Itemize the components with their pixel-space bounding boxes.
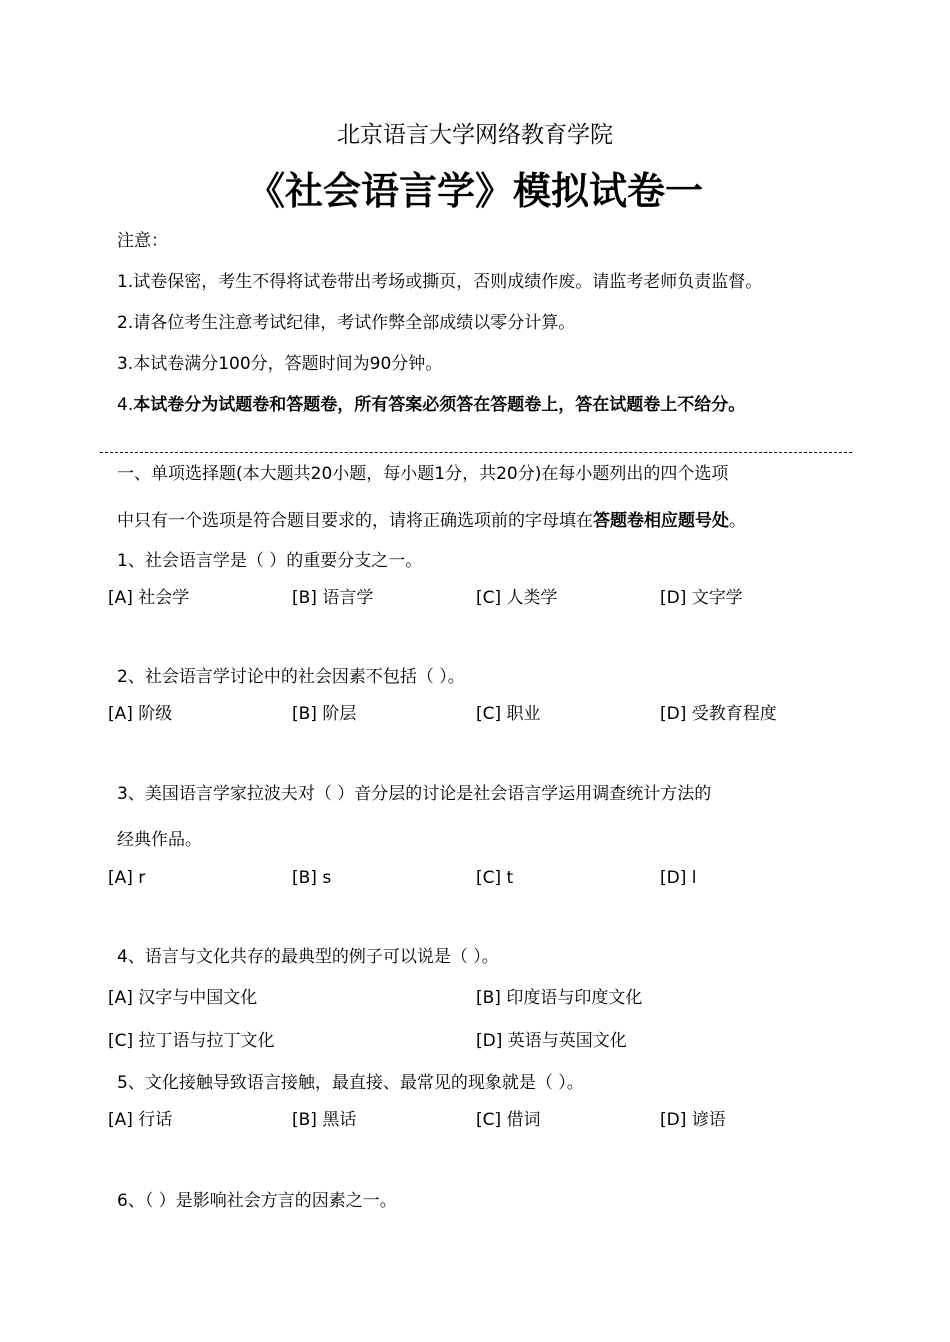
answer-sheet-emphasis: 答题卷相应题号处 bbox=[593, 511, 729, 531]
question-3-stem: 3、美国语言学家拉波夫对（ ）音分层的讨论是社会语言学运用调查统计方法的 bbox=[117, 784, 712, 804]
question-5-stem: 5、文化接触导致语言接触，最直接、最常见的现象就是（ ）。 bbox=[117, 1073, 584, 1093]
question-3-option-c: [C] t bbox=[476, 868, 514, 888]
question-3-option-d: [D] l bbox=[660, 868, 697, 888]
question-4-stem: 4、语言与文化共存的最典型的例子可以说是（ ）。 bbox=[117, 947, 499, 967]
question-3-option-b: [B] s bbox=[292, 868, 332, 888]
question-2-option-d: [D] 受教育程度 bbox=[660, 704, 777, 724]
section-1-heading: 一、单项选择题(本大题共20小题，每小题1分，共20分)在每小题列出的四个选项 bbox=[117, 464, 729, 484]
question-4-option-d: [D] 英语与英国文化 bbox=[476, 1031, 627, 1051]
question-4-option-a: [A] 汉字与中国文化 bbox=[108, 988, 258, 1008]
question-1-stem: 1、社会语言学是（ ）的重要分支之一。 bbox=[117, 551, 423, 571]
question-6-stem: 6、（ ）是影响社会方言的因素之一。 bbox=[117, 1191, 397, 1211]
dashed-divider bbox=[100, 452, 852, 453]
question-1-option-c: [C] 人类学 bbox=[476, 588, 558, 608]
notice-item-1: 1.试卷保密，考生不得将试卷带出考场或撕页，否则成绩作废。请监考老师负责监督。 bbox=[117, 272, 763, 292]
notice-heading: 注意： bbox=[117, 231, 168, 251]
question-5-option-d: [D] 谚语 bbox=[660, 1110, 726, 1130]
question-5-option-c: [C] 借词 bbox=[476, 1110, 541, 1130]
question-4-option-c: [C] 拉丁语与拉丁文化 bbox=[108, 1031, 275, 1051]
question-1-option-b: [B] 语言学 bbox=[292, 588, 374, 608]
notice-item-3: 3.本试卷满分100分，答题时间为90分钟。 bbox=[117, 354, 443, 374]
question-2-option-a: [A] 阶级 bbox=[108, 704, 173, 724]
notice-item-4-text: 本试卷分为试题卷和答题卷，所有答案必须答在答题卷上，答在试题卷上不给分。 bbox=[133, 395, 746, 415]
question-1-option-d: [D] 文字学 bbox=[660, 588, 743, 608]
notice-item-4-number: 4. bbox=[117, 395, 134, 415]
notice-item-2: 2.请各位考生注意考试纪律，考试作弊全部成绩以零分计算。 bbox=[117, 313, 576, 333]
question-5-option-a: [A] 行话 bbox=[108, 1110, 173, 1130]
question-2-option-c: [C] 职业 bbox=[476, 704, 541, 724]
notice-item-4 bbox=[117, 393, 745, 417]
question-5-option-b: [B] 黑话 bbox=[292, 1110, 357, 1130]
question-3-stem-continued: 经典作品。 bbox=[117, 830, 202, 850]
section-1-instruction: 中只有一个选项是符合题目要求的，请将正确选项前的字母填在答题卷相应题号处。 bbox=[117, 511, 746, 531]
school-name: 北京语言大学网络教育学院 bbox=[337, 122, 613, 148]
exam-title: 《社会语言学》模拟试卷一 bbox=[246, 169, 703, 213]
question-4-option-b: [B] 印度语与印度文化 bbox=[476, 988, 643, 1008]
question-2-option-b: [B] 阶层 bbox=[292, 704, 357, 724]
question-1-option-a: [A] 社会学 bbox=[108, 588, 190, 608]
question-2-stem: 2、社会语言学讨论中的社会因素不包括（ ）。 bbox=[117, 667, 465, 687]
question-3-option-a: [A] r bbox=[108, 868, 146, 888]
